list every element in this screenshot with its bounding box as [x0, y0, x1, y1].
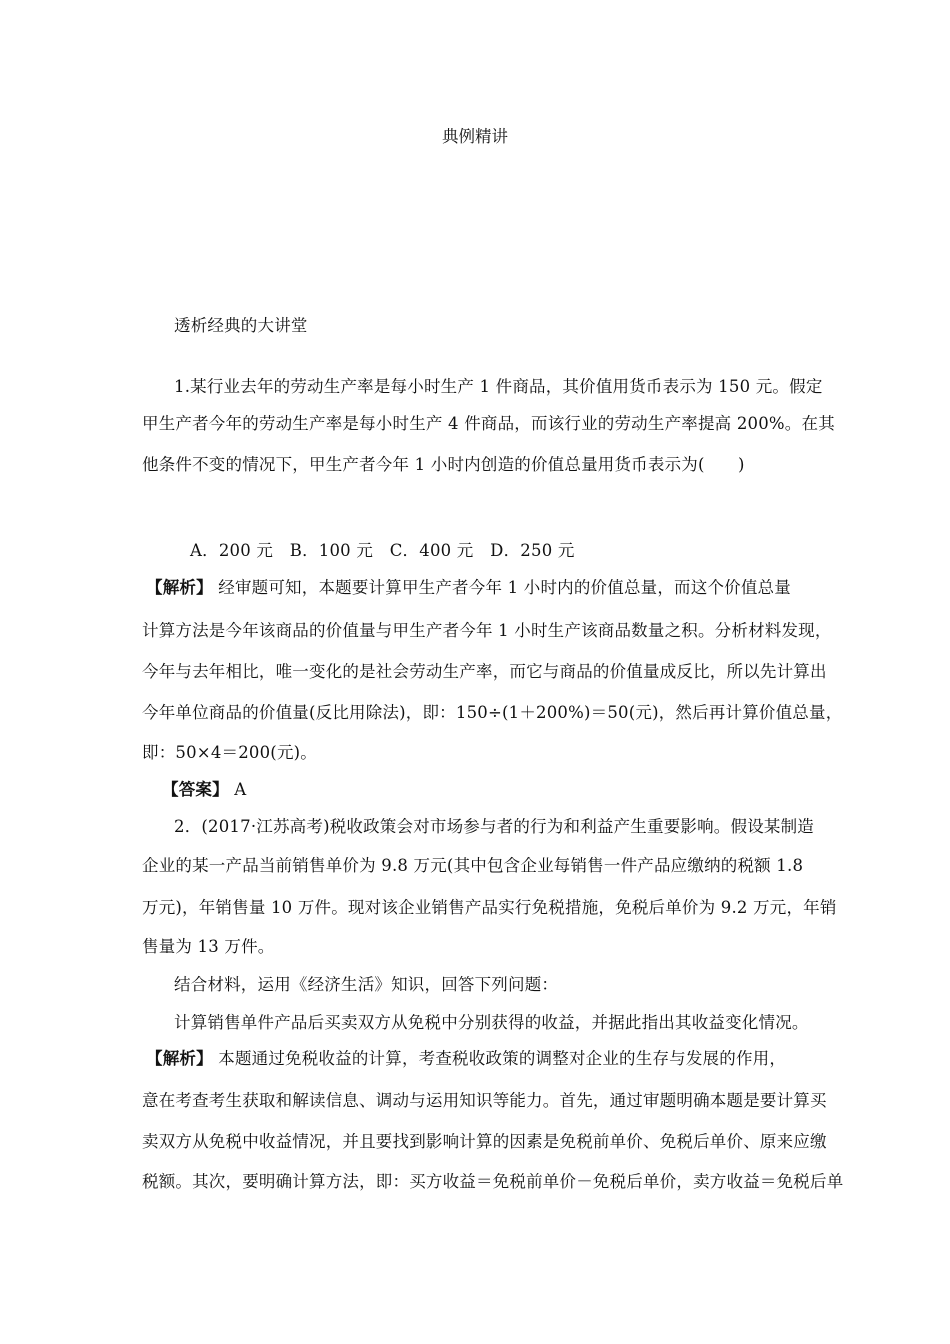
- q1-analysis-line-2: 计算方法是今年该商品的价值量与甲生产者今年 1 小时生产该商品数量之积。分析材料发现，: [142, 621, 832, 640]
- q2-line-1: 2．(2017·江苏高考)税收政策会对市场参与者的行为和利益产生重要影响。假设某制造: [174, 817, 815, 836]
- q2-analysis-line-1: [146, 1048, 786, 1070]
- q1-analysis-line-1: [146, 577, 791, 599]
- page-title: 典例精讲: [442, 127, 508, 146]
- q1-answer-label: 【答案】: [162, 780, 229, 799]
- q1-analysis-text-1: 经审题可知，本题要计算甲生产者今年 1 小时内的价值总量，而这个价值总量: [212, 578, 791, 597]
- q1-options: A．200 元 B．100 元 C．400 元 D．250 元: [190, 541, 575, 560]
- q1-analysis-line-4: 今年单位商品的价值量(反比用除法)，即：150÷(1＋200%)＝50(元)，然后再计算价值总量，: [142, 703, 843, 722]
- q2-analysis-text-1: 本题通过免税收益的计算，考查税收政策的调整对企业的生存与发展的作用，: [212, 1049, 787, 1068]
- section-heading: 透析经典的大讲堂: [174, 316, 308, 335]
- q1-line-2: 甲生产者今年的劳动生产率是每小时生产 4 件商品，而该行业的劳动生产率提高 200%。在其: [142, 414, 835, 433]
- q2-prompt-1: 结合材料，运用《经济生活》知识，回答下列问题：: [174, 975, 559, 994]
- q2-prompt-2: 计算销售单件产品后买卖双方从免税中分别获得的收益，并据此指出其收益变化情况。: [174, 1013, 809, 1032]
- q2-analysis-line-3: 卖双方从免税中收益情况，并且要找到影响计算的因素是免税前单价、免税后单价、原来应缴: [142, 1132, 827, 1151]
- q1-answer-value: A: [228, 780, 247, 799]
- q2-analysis-line-4: 税额。其次，要明确计算方法，即：买方收益＝免税前单价－免税后单价，卖方收益＝免税后单: [142, 1172, 844, 1191]
- q1-analysis-line-5: 即：50×4＝200(元)。: [142, 743, 317, 762]
- q2-line-2: 企业的某一产品当前销售单价为 9.8 万元(其中包含企业每销售一件产品应缴纳的税额 1.8: [142, 856, 804, 875]
- q1-answer: [162, 779, 246, 801]
- q1-line-1: 1.某行业去年的劳动生产率是每小时生产 1 件商品，其价值用货币表示为 150 元。假定: [174, 377, 823, 396]
- q1-analysis-label: 【解析】: [146, 578, 213, 597]
- q2-line-3: 万元)，年销售量 10 万件。现对该企业销售产品实行免税措施，免税后单价为 9.2 万元，年销: [142, 898, 837, 917]
- q1-line-3: 他条件不变的情况下，甲生产者今年 1 小时内创造的价值总量用货币表示为( ): [142, 455, 745, 474]
- q2-line-4: 售量为 13 万件。: [142, 937, 275, 956]
- q1-analysis-line-3: 今年与去年相比，唯一变化的是社会劳动生产率，而它与商品的价值量成反比，所以先计算出: [142, 662, 827, 681]
- q2-analysis-label: 【解析】: [146, 1049, 213, 1068]
- q2-analysis-line-2: 意在考查考生获取和解读信息、调动与运用知识等能力。首先，通过审题明确本题是要计算买: [142, 1091, 827, 1110]
